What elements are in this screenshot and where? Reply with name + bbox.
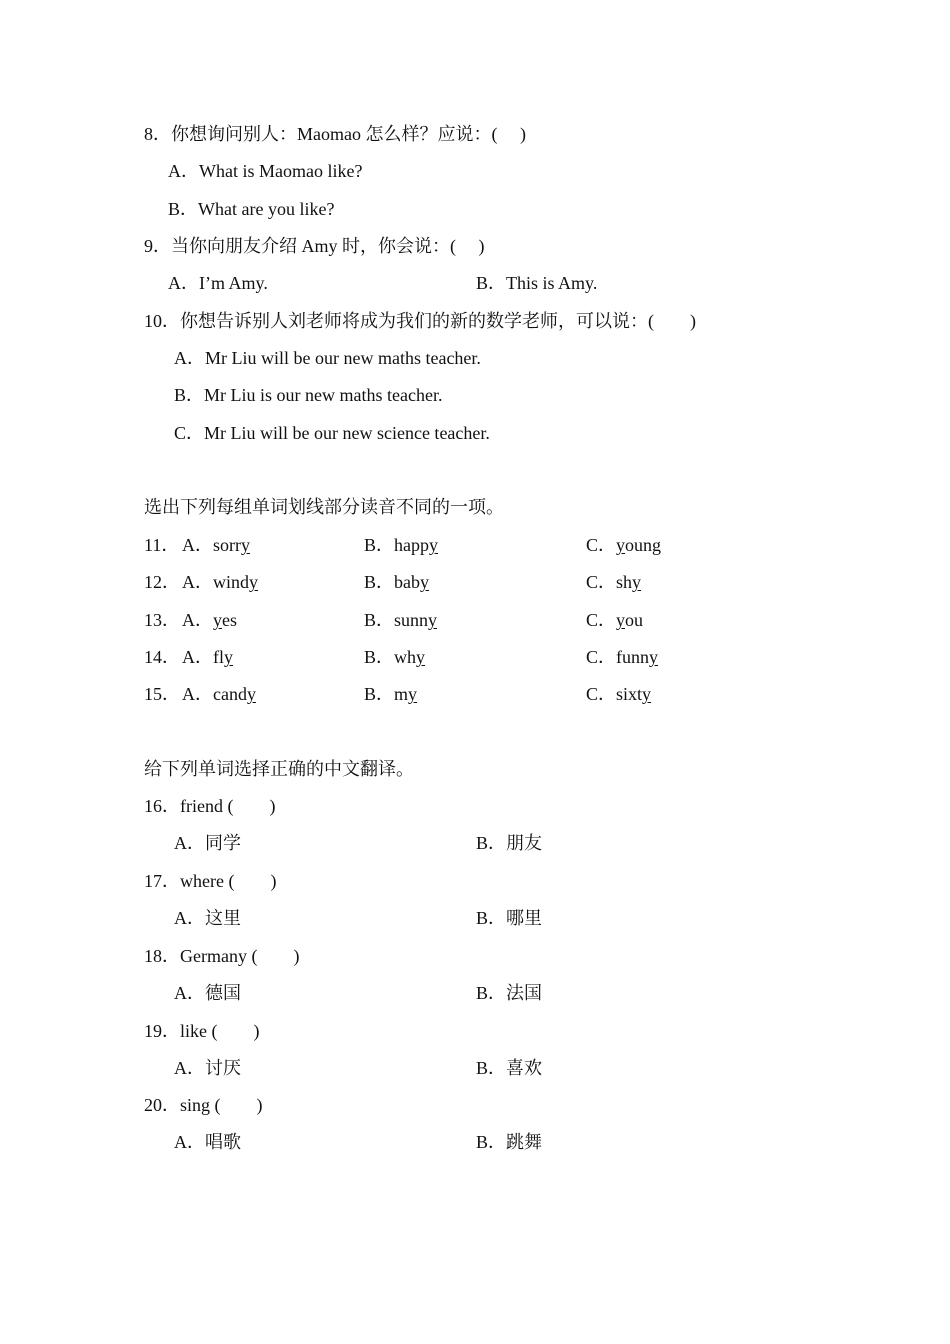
question-11-option-a: A．sorry — [182, 535, 250, 555]
question-13-option-a: A．yes — [182, 610, 237, 630]
question-12-number: 12． — [144, 572, 180, 592]
question-20-stem: 20．sing ( ) — [144, 1095, 263, 1115]
question-9-stem: 9．当你向朋友介绍 Amy 时，你会说：( ) — [144, 236, 485, 256]
question-16-stem: 16．friend ( ) — [144, 796, 276, 816]
question-11-number: 11． — [144, 535, 180, 555]
question-16-option-b: B．朋友 — [476, 833, 543, 853]
section-2-instruction: 选出下列每组单词划线部分读音不同的一项。 — [144, 497, 504, 517]
question-14-number: 14． — [144, 647, 180, 667]
question-17-stem: 17．where ( ) — [144, 871, 277, 891]
question-8-option-a: A．What is Maomao like? — [168, 161, 363, 181]
question-19-option-b: B．喜欢 — [476, 1058, 543, 1078]
question-18-option-a: A．德国 — [174, 983, 241, 1003]
question-9-option-b: B．This is Amy. — [476, 273, 598, 293]
question-10-stem: 10．你想告诉别人刘老师将成为我们的新的数学老师，可以说：( ) — [144, 311, 696, 331]
question-15-option-c: C．sixty — [586, 684, 652, 704]
question-14-option-c: C．funny — [586, 647, 658, 667]
question-8-option-b: B．What are you like? — [168, 199, 335, 219]
question-12-option-a: A．windy — [182, 572, 258, 592]
question-14-option-a: A．fly — [182, 647, 233, 667]
question-17-option-b: B．哪里 — [476, 908, 543, 928]
question-8-stem: 8．你想询问别人：Maomao 怎么样？应说：( ) — [144, 124, 526, 144]
section-3-instruction: 给下列单词选择正确的中文翻译。 — [144, 759, 414, 779]
question-10-option-c: C．Mr Liu will be our new science teacher. — [174, 423, 490, 443]
question-11-option-c: C．young — [586, 535, 662, 555]
question-9-option-a: A．I’m Amy. — [168, 273, 268, 293]
question-14-option-b: B．why — [364, 647, 426, 667]
question-15-option-a: A．candy — [182, 684, 256, 704]
question-19-stem: 19．like ( ) — [144, 1021, 260, 1041]
question-10-option-a: A．Mr Liu will be our new maths teacher. — [174, 348, 481, 368]
question-17-option-a: A．这里 — [174, 908, 241, 928]
question-18-option-b: B．法国 — [476, 983, 543, 1003]
question-16-option-a: A．同学 — [174, 833, 241, 853]
question-19-option-a: A．讨厌 — [174, 1058, 241, 1078]
question-15-number: 15． — [144, 684, 180, 704]
question-20-option-b: B．跳舞 — [476, 1132, 543, 1152]
question-13-option-b: B．sunny — [364, 610, 438, 630]
question-12-option-c: C．shy — [586, 572, 642, 592]
question-13-option-c: C．you — [586, 610, 644, 630]
question-13-number: 13． — [144, 610, 180, 630]
question-11-option-b: B．happy — [364, 535, 438, 555]
question-18-stem: 18．Germany ( ) — [144, 946, 300, 966]
question-12-option-b: B．baby — [364, 572, 429, 592]
question-20-option-a: A．唱歌 — [174, 1132, 241, 1152]
question-15-option-b: B．my — [364, 684, 418, 704]
question-10-option-b: B．Mr Liu is our new maths teacher. — [174, 385, 443, 405]
